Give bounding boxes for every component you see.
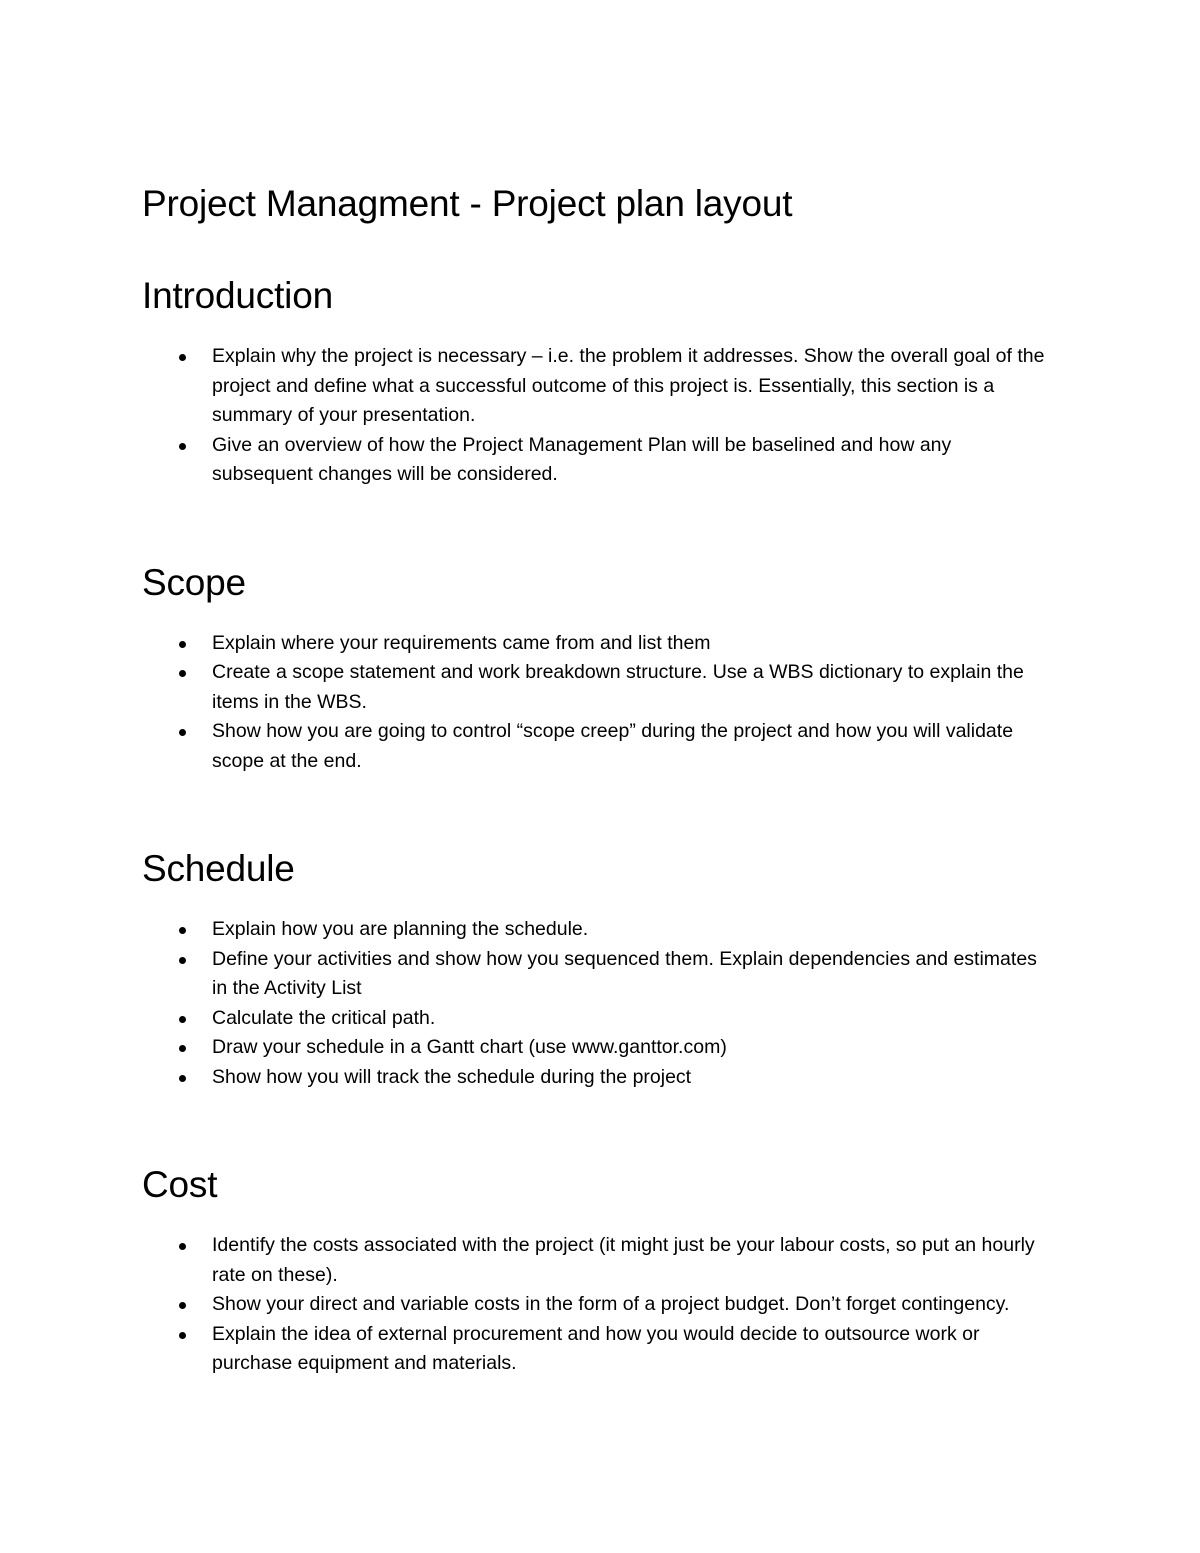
list-item-text: Identify the costs associated with the project (it might just be your labour costs, so put an hourly rate on these). [212,1234,1035,1286]
bullet-icon [179,354,186,361]
list-item [142,1033,1052,1063]
list-item [142,1231,1052,1290]
bullet-icon [179,957,186,964]
section-heading-introduction: Introduction [142,275,333,316]
bullet-icon [179,927,186,934]
list-item-text: Give an overview of how the Project Management Plan will be baselined and how any subsequent changes will be considered. [212,433,952,485]
list-item [142,629,1052,659]
section-heading-schedule: Schedule [142,848,295,889]
introduction-list [142,342,1052,490]
list-item [142,945,1052,1004]
list-item [142,717,1052,776]
bullet-icon [179,1243,186,1250]
bullet-icon [179,443,186,450]
bullet-icon [179,1045,186,1052]
list-item-text: Explain why the project is necessary – i.e. the problem it addresses. Show the overall goal of the project and define what a successful outcome of this project is. Essentially, this section is a summary of your presentation. [212,345,1045,426]
list-item [142,431,1052,490]
list-item [142,915,1052,945]
document-page [142,178,1052,1379]
list-item [142,658,1052,717]
list-item-text: Create a scope statement and work breakdown structure. Use a WBS dictionary to explain the items in the WBS. [212,661,1024,713]
bullet-icon [179,1332,186,1339]
section-heading-cost: Cost [142,1164,218,1205]
bullet-icon [179,670,186,677]
list-item [142,342,1052,431]
cost-list [142,1231,1052,1379]
bullet-icon [179,729,186,736]
list-item-text: Explain the idea of external procurement and how you would decide to outsource work or purchase equipment and materials. [212,1322,980,1374]
scope-list [142,629,1052,777]
bullet-icon [179,1016,186,1023]
schedule-list [142,915,1052,1092]
list-item-text: Define your activities and show how you sequenced them. Explain dependencies and estimates in the Activity List [212,947,1037,999]
list-item [142,1290,1052,1320]
list-item-text: Explain how you are planning the schedule. [212,918,589,940]
document-title: Project Managment - Project plan layout [142,183,793,224]
list-item-text: Show how you will track the schedule during the project [212,1065,692,1088]
bullet-icon [179,1302,186,1309]
list-item [142,1004,1052,1034]
bullet-icon [179,641,186,648]
section-heading-scope: Scope [142,561,246,603]
list-item [142,1063,1052,1093]
list-item-text: Explain where your requirements came from and list them [212,631,711,654]
list-item-text: Calculate the critical path. [212,1006,436,1029]
list-item-text: Show how you are going to control “scope creep” during the project and how you will validate scope at the end. [212,720,1014,772]
list-item-text: Draw your schedule in a Gantt chart (use www.ganttor.com) [212,1036,727,1058]
bullet-icon [179,1075,186,1082]
list-item-text: Show your direct and variable costs in the form of a project budget. Don’t forget contingency. [212,1293,1010,1315]
list-item [142,1320,1052,1379]
